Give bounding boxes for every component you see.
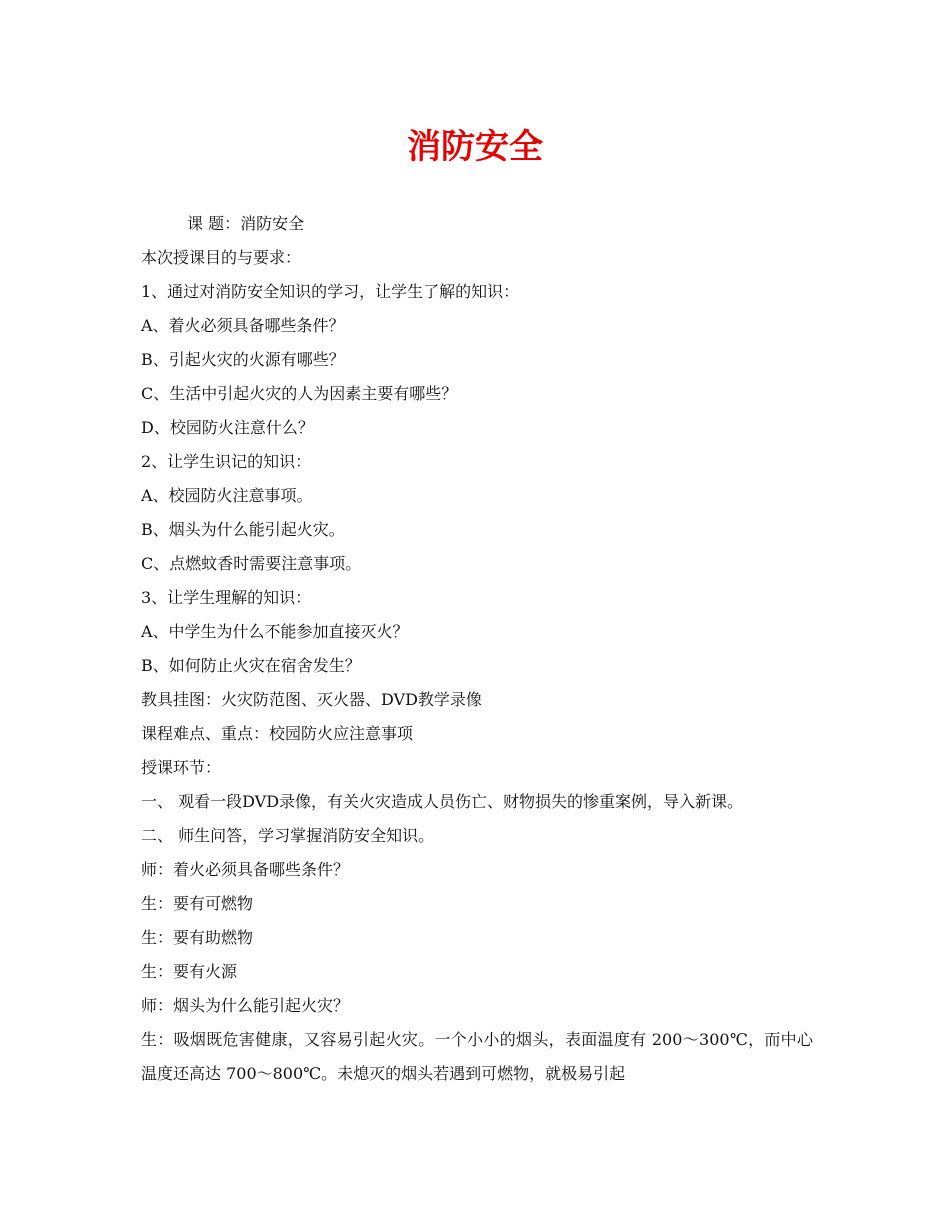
document-title: 消防安全 [407, 127, 543, 167]
teacher-question-2: 师：烟头为什么能引起火灾？ [141, 996, 350, 1015]
objective-3: 3、让学生理解的知识： [141, 588, 312, 607]
objective-3-b: B、如何防止火灾在宿舍发生？ [141, 656, 361, 675]
document-body [141, 207, 813, 1091]
lesson-topic: 课 题：消防安全 [187, 214, 305, 233]
objective-1: 1、通过对消防安全知识的学习，让学生了解的知识： [141, 282, 520, 301]
teacher-question-1: 师：着火必须具备哪些条件？ [141, 860, 350, 879]
objective-2-c: C、点燃蚊香时需要注意事项。 [141, 554, 362, 573]
key-points: 课程难点、重点：校园防火应注意事项 [141, 724, 414, 743]
student-answer-2: 生：要有助燃物 [141, 928, 254, 947]
student-answer-3: 生：要有火源 [141, 962, 238, 981]
objective-3-a: A、中学生为什么不能参加直接灭火？ [141, 622, 409, 641]
student-answer-1: 生：要有可燃物 [141, 894, 254, 913]
lesson-step-2: 二、 师生问答，学习掌握消防安全知识。 [141, 826, 435, 845]
objective-2: 2、让学生识记的知识： [141, 452, 312, 471]
lesson-step-1: 一、 观看一段DVD录像，有关火灾造成人员伤亡、财物损失的惨重案例，导入新课。 [141, 792, 744, 811]
teaching-aids: 教具挂图：火灾防范图、灭火器、DVD教学录像 [141, 690, 482, 709]
objectives-heading: 本次授课目的与要求： [141, 248, 302, 267]
objective-1-a: A、着火必须具备哪些条件？ [141, 316, 345, 335]
student-answer-4: 生：吸烟既危害健康，又容易引起火灾。一个小小的烟头，表面温度有 200～300℃，而中心温度还高达 700～800℃。未熄灭的烟头若遇到可燃物，就极易引起 [141, 1030, 813, 1083]
lesson-steps-heading: 授课环节： [141, 758, 222, 777]
objective-1-c: C、生活中引起火灾的人为因素主要有哪些？ [141, 384, 458, 403]
objective-1-b: B、引起火灾的火源有哪些？ [141, 350, 345, 369]
objective-1-d: D、校园防火注意什么？ [141, 418, 314, 437]
objective-2-a: A、校园防火注意事项。 [141, 486, 313, 505]
objective-2-b: B、烟头为什么能引起火灾。 [141, 520, 345, 539]
